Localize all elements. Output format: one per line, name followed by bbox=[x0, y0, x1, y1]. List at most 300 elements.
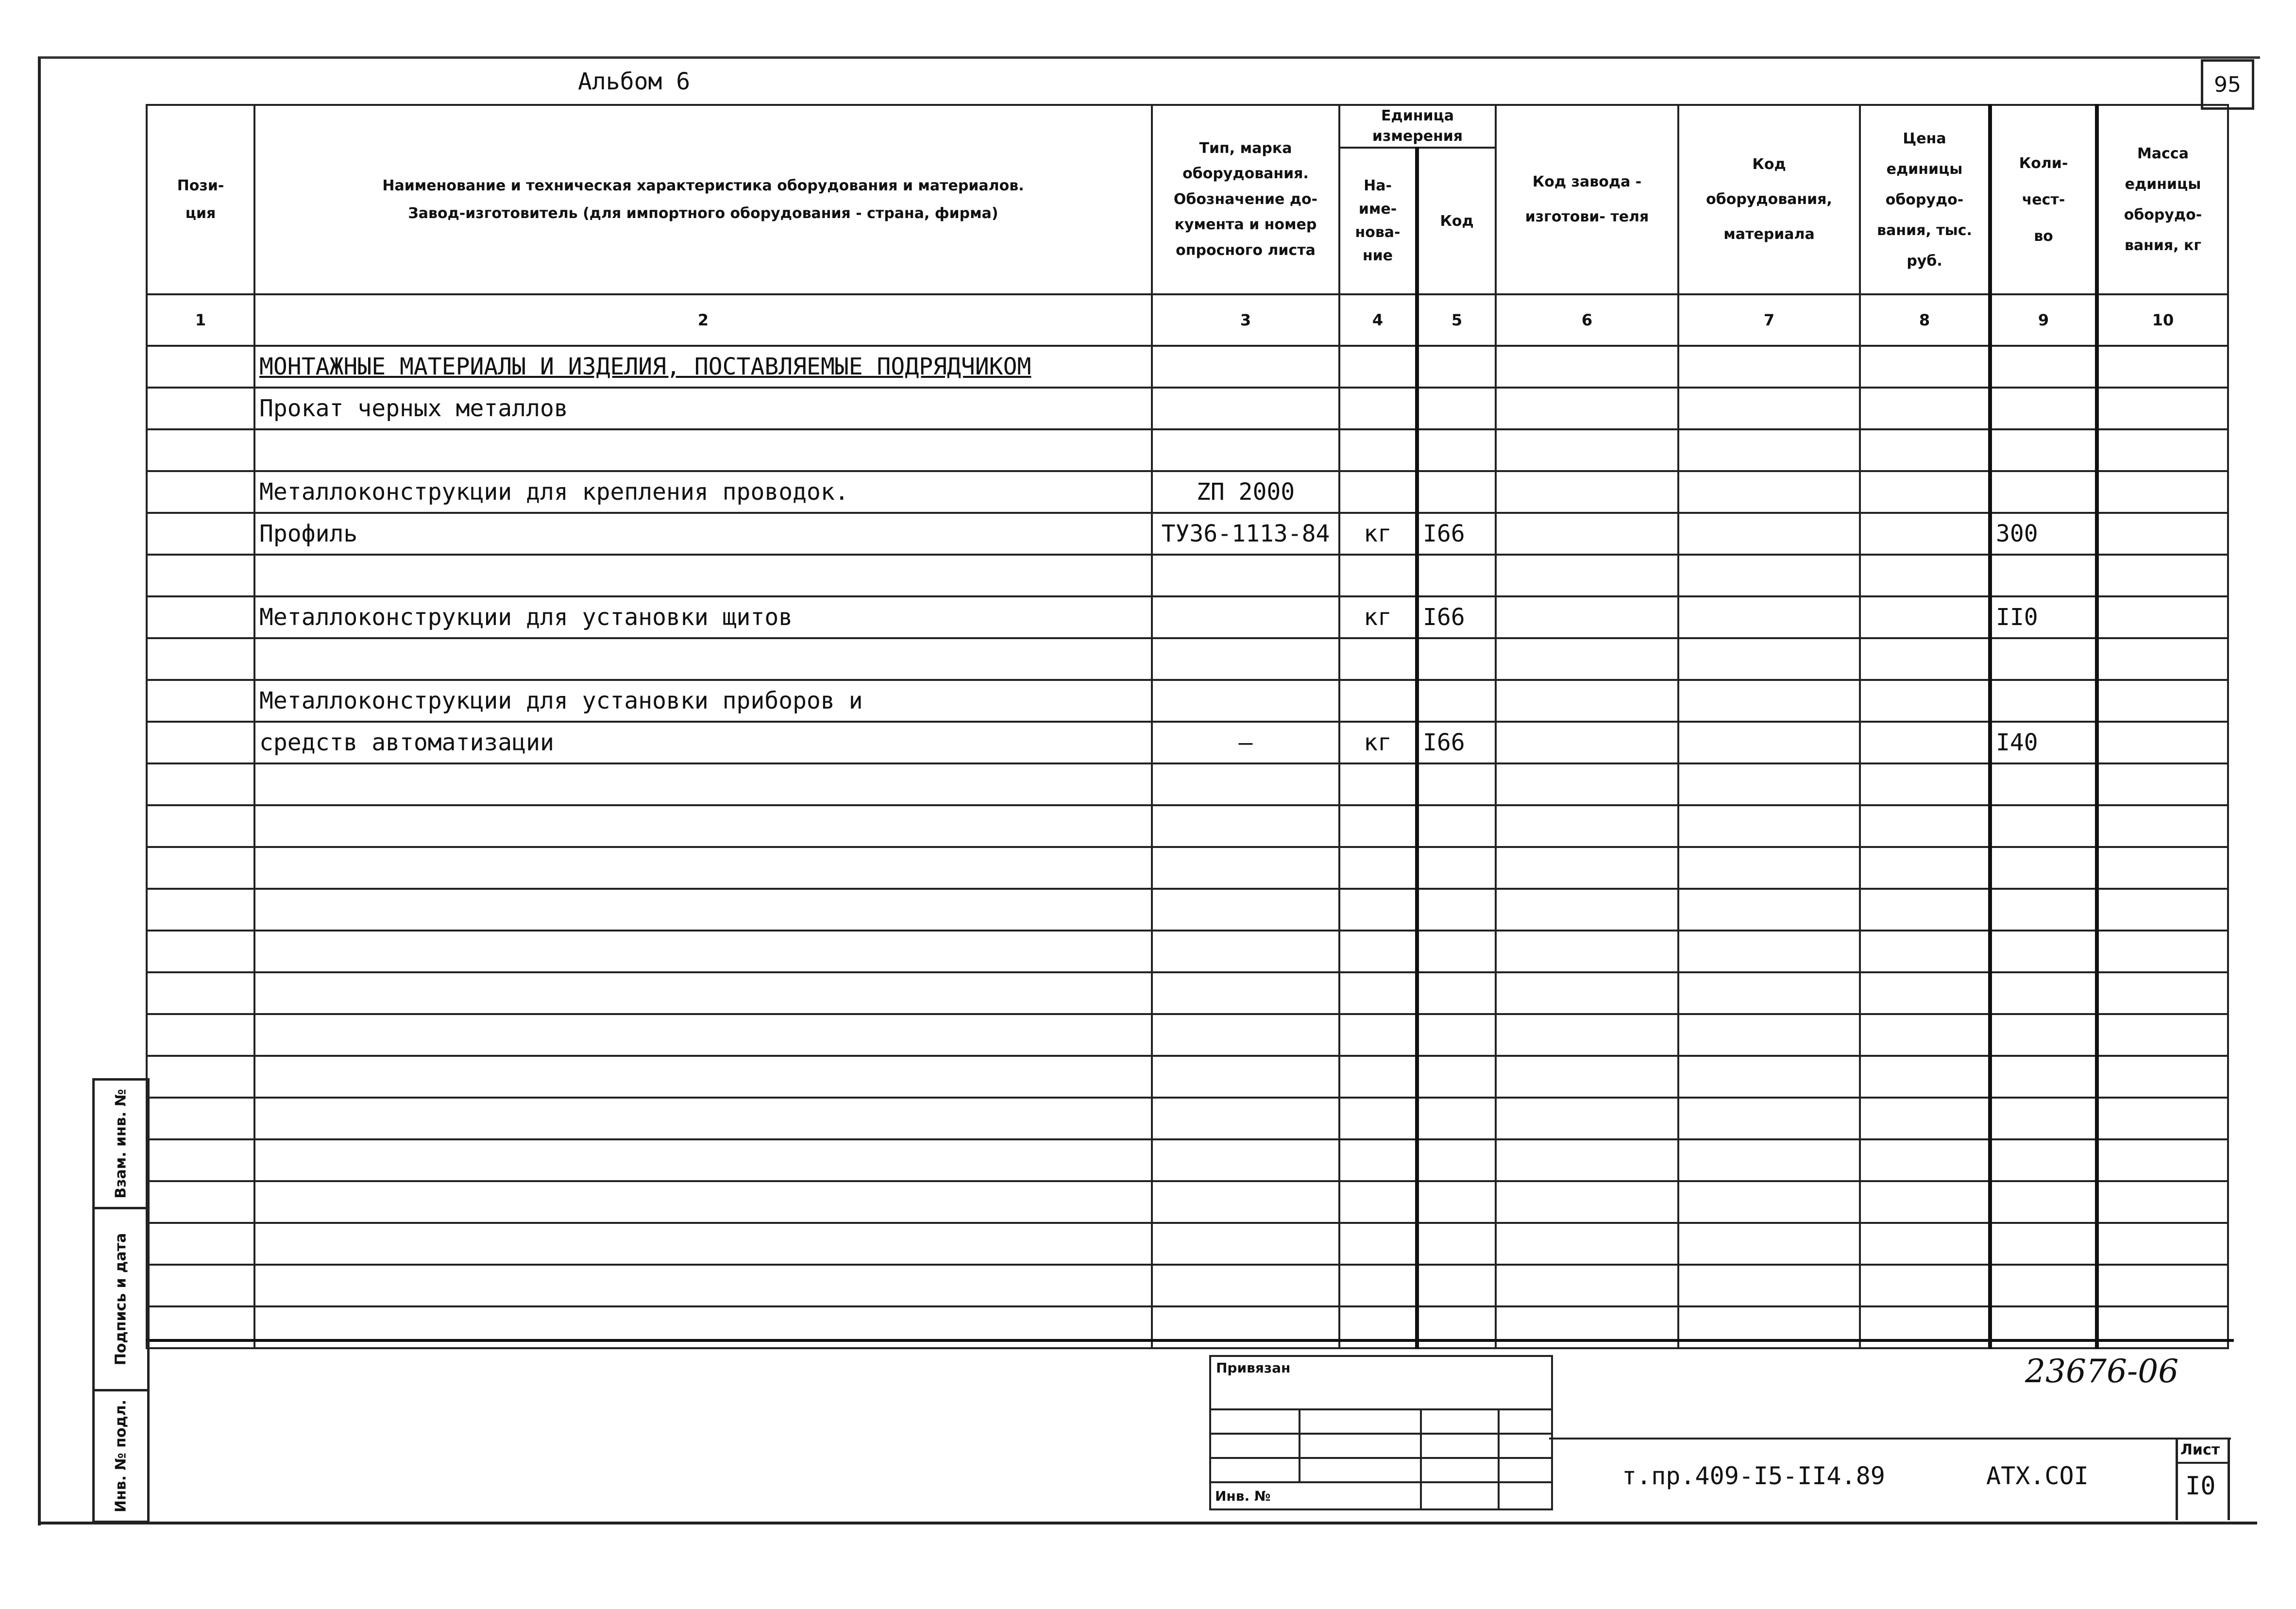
cell-col-1 bbox=[147, 1306, 254, 1348]
cell-col-4 bbox=[1339, 972, 1417, 1014]
cell-col-10 bbox=[2097, 388, 2228, 429]
colnum-4: 4 bbox=[1339, 294, 1417, 346]
cell-col-7 bbox=[1678, 429, 1860, 471]
cell-col-10 bbox=[2097, 847, 2228, 889]
cell-col-7 bbox=[1678, 847, 1860, 889]
cell-col-5 bbox=[1417, 638, 1496, 680]
cell-col-3: ZП 2000 bbox=[1152, 471, 1339, 513]
cell-col-10 bbox=[2097, 805, 2228, 847]
cell-col-4 bbox=[1339, 1223, 1417, 1265]
cell-col-8 bbox=[1860, 388, 1990, 429]
cell-col-10 bbox=[2097, 1098, 2228, 1139]
cell-col-5 bbox=[1417, 805, 1496, 847]
cell-col-5 bbox=[1417, 1139, 1496, 1181]
cell-col-5: I66 bbox=[1417, 722, 1496, 763]
cell-col-9 bbox=[1990, 1181, 2097, 1223]
title-block-line bbox=[1549, 1438, 2231, 1440]
cell-col-8 bbox=[1860, 680, 1990, 722]
cell-col-2: МОНТАЖНЫЕ МАТЕРИАЛЫ И ИЗДЕЛИЯ, ПОСТАВЛЯЕМЫЕ ПОДРЯДЧИКОМ bbox=[254, 346, 1152, 388]
cell-col-4: кг bbox=[1339, 596, 1417, 638]
cell-col-2 bbox=[254, 1265, 1152, 1306]
cell-col-4 bbox=[1339, 555, 1417, 596]
cell-col-3 bbox=[1152, 1223, 1339, 1265]
cell-col-3 bbox=[1152, 1014, 1339, 1056]
cell-col-6 bbox=[1496, 680, 1678, 722]
side-stamp-signature: Подпись и дата bbox=[92, 1207, 150, 1391]
cell-col-3 bbox=[1152, 931, 1339, 972]
cell-col-8 bbox=[1860, 1306, 1990, 1348]
cell-col-8 bbox=[1860, 805, 1990, 847]
cell-col-1 bbox=[147, 1098, 254, 1139]
cell-col-2 bbox=[254, 1098, 1152, 1139]
cell-col-8 bbox=[1860, 1098, 1990, 1139]
cell-col-3 bbox=[1152, 388, 1339, 429]
cell-col-9 bbox=[1990, 429, 2097, 471]
cell-col-9 bbox=[1990, 847, 2097, 889]
table-row bbox=[147, 429, 2228, 471]
frame-bottom-line bbox=[38, 1522, 2257, 1524]
cell-col-3 bbox=[1152, 805, 1339, 847]
cell-col-4 bbox=[1339, 1181, 1417, 1223]
cell-col-9 bbox=[1990, 1306, 2097, 1348]
header-equipment-code: Код оборудования, материала bbox=[1678, 105, 1860, 294]
cell-col-3 bbox=[1152, 972, 1339, 1014]
cell-col-8 bbox=[1860, 513, 1990, 555]
cell-col-2: Прокат черных металлов bbox=[254, 388, 1152, 429]
cell-col-6 bbox=[1496, 972, 1678, 1014]
cell-col-3 bbox=[1152, 1265, 1339, 1306]
document-code: АТХ.СОI bbox=[1986, 1462, 2089, 1490]
cell-col-8 bbox=[1860, 1181, 1990, 1223]
cell-col-9: II0 bbox=[1990, 596, 2097, 638]
side-stamp-replaced: Взам. инв. № bbox=[92, 1078, 150, 1209]
cell-col-2: Металлоконструкции для установки щитов bbox=[254, 596, 1152, 638]
cell-col-6 bbox=[1496, 889, 1678, 931]
cell-col-10 bbox=[2097, 763, 2228, 805]
cell-col-5 bbox=[1417, 1014, 1496, 1056]
cell-col-1 bbox=[147, 346, 254, 388]
cell-col-2 bbox=[254, 555, 1152, 596]
cell-col-8 bbox=[1860, 763, 1990, 805]
cell-col-5 bbox=[1417, 471, 1496, 513]
cell-col-1 bbox=[147, 596, 254, 638]
table-bottom-line bbox=[146, 1339, 2234, 1342]
cell-col-2 bbox=[254, 1139, 1152, 1181]
cell-col-2 bbox=[254, 972, 1152, 1014]
cell-col-1 bbox=[147, 1139, 254, 1181]
cell-col-5 bbox=[1417, 680, 1496, 722]
table-row bbox=[147, 1181, 2228, 1223]
cell-col-6 bbox=[1496, 388, 1678, 429]
cell-col-3 bbox=[1152, 555, 1339, 596]
cell-col-7 bbox=[1678, 1056, 1860, 1098]
table-row bbox=[147, 680, 2228, 722]
stamp-privyazan: Привязан bbox=[1210, 1356, 1552, 1409]
table-row bbox=[147, 1014, 2228, 1056]
cell-col-1 bbox=[147, 889, 254, 931]
cell-col-3 bbox=[1152, 847, 1339, 889]
table-row bbox=[147, 471, 2228, 513]
cell-col-7 bbox=[1678, 638, 1860, 680]
cell-col-9 bbox=[1990, 763, 2097, 805]
cell-col-6 bbox=[1496, 596, 1678, 638]
header-unit-group: Единица измерения bbox=[1339, 105, 1496, 148]
cell-col-10 bbox=[2097, 1181, 2228, 1223]
header-unit-code: Код bbox=[1417, 148, 1496, 294]
header-name: Наименование и техническая характеристика оборудования и материалов. Завод-изготовитель (для импортного оборудования - страна, фирма) bbox=[254, 105, 1152, 294]
cell-col-1 bbox=[147, 1223, 254, 1265]
cell-col-10 bbox=[2097, 1056, 2228, 1098]
cell-col-3 bbox=[1152, 763, 1339, 805]
cell-col-7 bbox=[1678, 1014, 1860, 1056]
cell-col-5 bbox=[1417, 1098, 1496, 1139]
cell-col-8 bbox=[1860, 889, 1990, 931]
header-mass: Масса единицы оборудо- вания, кг bbox=[2097, 105, 2228, 294]
cell-col-1 bbox=[147, 972, 254, 1014]
cell-col-8 bbox=[1860, 1265, 1990, 1306]
cell-col-4 bbox=[1339, 680, 1417, 722]
cell-col-8 bbox=[1860, 638, 1990, 680]
cell-col-1 bbox=[147, 931, 254, 972]
cell-col-7 bbox=[1678, 763, 1860, 805]
cell-col-5 bbox=[1417, 429, 1496, 471]
cell-col-10 bbox=[2097, 1223, 2228, 1265]
cell-col-6 bbox=[1496, 638, 1678, 680]
table-row bbox=[147, 596, 2228, 638]
colnum-5: 5 bbox=[1417, 294, 1496, 346]
cell-col-4 bbox=[1339, 429, 1417, 471]
cell-col-4 bbox=[1339, 805, 1417, 847]
table-row bbox=[147, 1139, 2228, 1181]
cell-col-7 bbox=[1678, 555, 1860, 596]
cell-col-6 bbox=[1496, 1014, 1678, 1056]
table-row bbox=[147, 889, 2228, 931]
cell-col-6 bbox=[1496, 1181, 1678, 1223]
document-number: т.пр.409-I5-II4.89 bbox=[1622, 1462, 1885, 1490]
cell-col-5 bbox=[1417, 847, 1496, 889]
cell-col-10 bbox=[2097, 513, 2228, 555]
cell-col-1 bbox=[147, 847, 254, 889]
cell-col-2 bbox=[254, 429, 1152, 471]
cell-col-7 bbox=[1678, 1223, 1860, 1265]
table-row bbox=[147, 805, 2228, 847]
table-row bbox=[147, 722, 2228, 763]
cell-col-7 bbox=[1678, 471, 1860, 513]
cell-col-2 bbox=[254, 1223, 1152, 1265]
cell-col-8 bbox=[1860, 1139, 1990, 1181]
cell-col-2 bbox=[254, 638, 1152, 680]
cell-col-4 bbox=[1339, 346, 1417, 388]
cell-col-9 bbox=[1990, 1098, 2097, 1139]
cell-col-6 bbox=[1496, 1056, 1678, 1098]
header-unit-name: На- име- нова- ние bbox=[1339, 148, 1417, 294]
cell-col-3: ТУ36-1113-84 bbox=[1152, 513, 1339, 555]
cell-col-2: Профиль bbox=[254, 513, 1152, 555]
cell-col-8 bbox=[1860, 429, 1990, 471]
colnum-10: 10 bbox=[2097, 294, 2228, 346]
handwritten-number: 23676-06 bbox=[2025, 1353, 2179, 1390]
cell-col-10 bbox=[2097, 596, 2228, 638]
cell-col-6 bbox=[1496, 346, 1678, 388]
cell-col-6 bbox=[1496, 513, 1678, 555]
cell-col-10 bbox=[2097, 931, 2228, 972]
cell-col-7 bbox=[1678, 680, 1860, 722]
cell-col-7 bbox=[1678, 1306, 1860, 1348]
cell-col-4 bbox=[1339, 1014, 1417, 1056]
cell-col-6 bbox=[1496, 471, 1678, 513]
cell-col-10 bbox=[2097, 471, 2228, 513]
cell-col-9 bbox=[1990, 931, 2097, 972]
cell-col-4 bbox=[1339, 471, 1417, 513]
colnum-6: 6 bbox=[1496, 294, 1678, 346]
cell-col-2 bbox=[254, 847, 1152, 889]
cell-col-2 bbox=[254, 805, 1152, 847]
cell-col-8 bbox=[1860, 555, 1990, 596]
cell-col-6 bbox=[1496, 931, 1678, 972]
cell-col-1 bbox=[147, 1014, 254, 1056]
cell-col-6 bbox=[1496, 805, 1678, 847]
cell-col-8 bbox=[1860, 722, 1990, 763]
cell-col-7 bbox=[1678, 346, 1860, 388]
cell-col-1 bbox=[147, 513, 254, 555]
cell-col-6 bbox=[1496, 1223, 1678, 1265]
header-plant-code: Код завода - изготови- теля bbox=[1496, 105, 1678, 294]
cell-col-10 bbox=[2097, 1139, 2228, 1181]
cell-col-9 bbox=[1990, 388, 2097, 429]
cell-col-5: I66 bbox=[1417, 513, 1496, 555]
cell-col-2: Металлоконструкции для установки приборов и bbox=[254, 680, 1152, 722]
cell-col-5 bbox=[1417, 388, 1496, 429]
cell-col-8 bbox=[1860, 471, 1990, 513]
cell-col-3 bbox=[1152, 596, 1339, 638]
cell-col-6 bbox=[1496, 429, 1678, 471]
cell-col-6 bbox=[1496, 1139, 1678, 1181]
table-row bbox=[147, 1265, 2228, 1306]
cell-col-5 bbox=[1417, 1056, 1496, 1098]
colnum-8: 8 bbox=[1860, 294, 1990, 346]
cell-col-10 bbox=[2097, 889, 2228, 931]
cell-col-6 bbox=[1496, 1306, 1678, 1348]
album-label: Альбом 6 bbox=[578, 68, 691, 95]
cell-col-4 bbox=[1339, 763, 1417, 805]
cell-col-8 bbox=[1860, 972, 1990, 1014]
cell-col-1 bbox=[147, 763, 254, 805]
cell-col-7 bbox=[1678, 1181, 1860, 1223]
cell-col-3 bbox=[1152, 346, 1339, 388]
cell-col-7 bbox=[1678, 722, 1860, 763]
table-row bbox=[147, 388, 2228, 429]
cell-col-10 bbox=[2097, 1014, 2228, 1056]
colnum-7: 7 bbox=[1678, 294, 1860, 346]
cell-col-8 bbox=[1860, 1056, 1990, 1098]
cell-col-1 bbox=[147, 471, 254, 513]
cell-col-3 bbox=[1152, 1181, 1339, 1223]
cell-col-7 bbox=[1678, 513, 1860, 555]
cell-col-4: кг bbox=[1339, 722, 1417, 763]
cell-col-8 bbox=[1860, 1223, 1990, 1265]
cell-col-9 bbox=[1990, 638, 2097, 680]
cell-col-1 bbox=[147, 805, 254, 847]
cell-col-5 bbox=[1417, 763, 1496, 805]
cell-col-3 bbox=[1152, 680, 1339, 722]
table-row bbox=[147, 513, 2228, 555]
cell-col-10 bbox=[2097, 972, 2228, 1014]
cell-col-7 bbox=[1678, 1139, 1860, 1181]
table-row bbox=[147, 1306, 2228, 1348]
table-row bbox=[147, 638, 2228, 680]
table-row bbox=[147, 346, 2228, 388]
cell-col-4 bbox=[1339, 847, 1417, 889]
cell-col-5 bbox=[1417, 1181, 1496, 1223]
cell-col-4 bbox=[1339, 1306, 1417, 1348]
cell-col-7 bbox=[1678, 931, 1860, 972]
cell-col-4 bbox=[1339, 1139, 1417, 1181]
cell-col-5 bbox=[1417, 1265, 1496, 1306]
header-quantity: Коли- чест- во bbox=[1990, 105, 2097, 294]
stamp-inv-no: Инв. № bbox=[1210, 1482, 1421, 1509]
table-row bbox=[147, 555, 2228, 596]
cell-col-3: – bbox=[1152, 722, 1339, 763]
cell-col-1 bbox=[147, 555, 254, 596]
cell-col-2 bbox=[254, 1306, 1152, 1348]
cell-col-6 bbox=[1496, 763, 1678, 805]
cell-col-9: I40 bbox=[1990, 722, 2097, 763]
cell-col-7 bbox=[1678, 1098, 1860, 1139]
table-row bbox=[147, 1056, 2228, 1098]
cell-col-1 bbox=[147, 1265, 254, 1306]
sheet-label: Лист bbox=[2180, 1441, 2220, 1458]
cell-col-6 bbox=[1496, 847, 1678, 889]
table-row bbox=[147, 931, 2228, 972]
table-row bbox=[147, 1098, 2228, 1139]
cell-col-1 bbox=[147, 680, 254, 722]
cell-col-9 bbox=[1990, 555, 2097, 596]
cell-col-5 bbox=[1417, 1223, 1496, 1265]
cell-col-9 bbox=[1990, 680, 2097, 722]
cell-col-3 bbox=[1152, 889, 1339, 931]
cell-col-7 bbox=[1678, 1265, 1860, 1306]
side-stamp-inventory: Инв. № подл. bbox=[92, 1389, 150, 1523]
cell-col-8 bbox=[1860, 847, 1990, 889]
page-number: 95 bbox=[2201, 59, 2254, 110]
cell-col-10 bbox=[2097, 346, 2228, 388]
cell-col-1 bbox=[147, 638, 254, 680]
cell-col-3 bbox=[1152, 638, 1339, 680]
cell-col-2 bbox=[254, 931, 1152, 972]
cell-col-9 bbox=[1990, 1223, 2097, 1265]
cell-col-9 bbox=[1990, 1056, 2097, 1098]
cell-col-2 bbox=[254, 1056, 1152, 1098]
cell-col-4 bbox=[1339, 1056, 1417, 1098]
binding-stamp bbox=[1209, 1355, 1553, 1510]
cell-col-1 bbox=[147, 1056, 254, 1098]
cell-col-8 bbox=[1860, 596, 1990, 638]
cell-col-8 bbox=[1860, 931, 1990, 972]
header-position: Пози- ция bbox=[147, 105, 254, 294]
cell-col-4 bbox=[1339, 931, 1417, 972]
cell-col-10 bbox=[2097, 429, 2228, 471]
cell-col-2 bbox=[254, 1014, 1152, 1056]
cell-col-5 bbox=[1417, 972, 1496, 1014]
cell-col-9 bbox=[1990, 889, 2097, 931]
cell-col-10 bbox=[2097, 1265, 2228, 1306]
cell-col-9 bbox=[1990, 471, 2097, 513]
table-row bbox=[147, 972, 2228, 1014]
cell-col-1 bbox=[147, 722, 254, 763]
cell-col-10 bbox=[2097, 680, 2228, 722]
cell-col-5 bbox=[1417, 346, 1496, 388]
colnum-3: 3 bbox=[1152, 294, 1339, 346]
cell-col-7 bbox=[1678, 388, 1860, 429]
table-row bbox=[147, 763, 2228, 805]
cell-col-9 bbox=[1990, 805, 2097, 847]
sheet-divider bbox=[2176, 1462, 2230, 1464]
cell-col-6 bbox=[1496, 722, 1678, 763]
colnum-9: 9 bbox=[1990, 294, 2097, 346]
table-row bbox=[147, 847, 2228, 889]
cell-col-1 bbox=[147, 429, 254, 471]
cell-col-4 bbox=[1339, 1265, 1417, 1306]
cell-col-7 bbox=[1678, 596, 1860, 638]
cell-col-7 bbox=[1678, 805, 1860, 847]
header-price: Цена единицы оборудо- вания, тыс. руб. bbox=[1860, 105, 1990, 294]
cell-col-4 bbox=[1339, 638, 1417, 680]
cell-col-9 bbox=[1990, 1265, 2097, 1306]
cell-col-3 bbox=[1152, 1056, 1339, 1098]
colnum-2: 2 bbox=[254, 294, 1152, 346]
header-type: Тип, марка оборудования. Обозначение до- кумента и номер опросного листа bbox=[1152, 105, 1339, 294]
cell-col-4 bbox=[1339, 1098, 1417, 1139]
cell-col-5 bbox=[1417, 1306, 1496, 1348]
cell-col-8 bbox=[1860, 346, 1990, 388]
cell-col-6 bbox=[1496, 1098, 1678, 1139]
table-row bbox=[147, 1223, 2228, 1265]
cell-col-2: Металлоконструкции для крепления проводок. bbox=[254, 471, 1152, 513]
cell-col-9 bbox=[1990, 346, 2097, 388]
cell-col-9: 300 bbox=[1990, 513, 2097, 555]
cell-col-5 bbox=[1417, 889, 1496, 931]
cell-col-2 bbox=[254, 1181, 1152, 1223]
cell-col-9 bbox=[1990, 1139, 2097, 1181]
cell-col-1 bbox=[147, 1181, 254, 1223]
cell-col-6 bbox=[1496, 555, 1678, 596]
cell-col-5: I66 bbox=[1417, 596, 1496, 638]
cell-col-7 bbox=[1678, 972, 1860, 1014]
cell-col-4: кг bbox=[1339, 513, 1417, 555]
cell-col-2 bbox=[254, 889, 1152, 931]
cell-col-4 bbox=[1339, 388, 1417, 429]
cell-col-3 bbox=[1152, 1139, 1339, 1181]
cell-col-5 bbox=[1417, 931, 1496, 972]
cell-col-8 bbox=[1860, 1014, 1990, 1056]
cell-col-6 bbox=[1496, 1265, 1678, 1306]
cell-col-3 bbox=[1152, 1098, 1339, 1139]
cell-col-9 bbox=[1990, 1014, 2097, 1056]
cell-col-9 bbox=[1990, 972, 2097, 1014]
cell-col-1 bbox=[147, 388, 254, 429]
cell-col-3 bbox=[1152, 429, 1339, 471]
cell-col-5 bbox=[1417, 555, 1496, 596]
sheet-value: I0 bbox=[2185, 1472, 2216, 1501]
colnum-1: 1 bbox=[147, 294, 254, 346]
cell-col-7 bbox=[1678, 889, 1860, 931]
cell-col-10 bbox=[2097, 638, 2228, 680]
cell-col-10 bbox=[2097, 555, 2228, 596]
specification-table bbox=[146, 104, 2229, 1349]
cell-col-3 bbox=[1152, 1306, 1339, 1348]
cell-col-10 bbox=[2097, 722, 2228, 763]
cell-col-10 bbox=[2097, 1306, 2228, 1348]
